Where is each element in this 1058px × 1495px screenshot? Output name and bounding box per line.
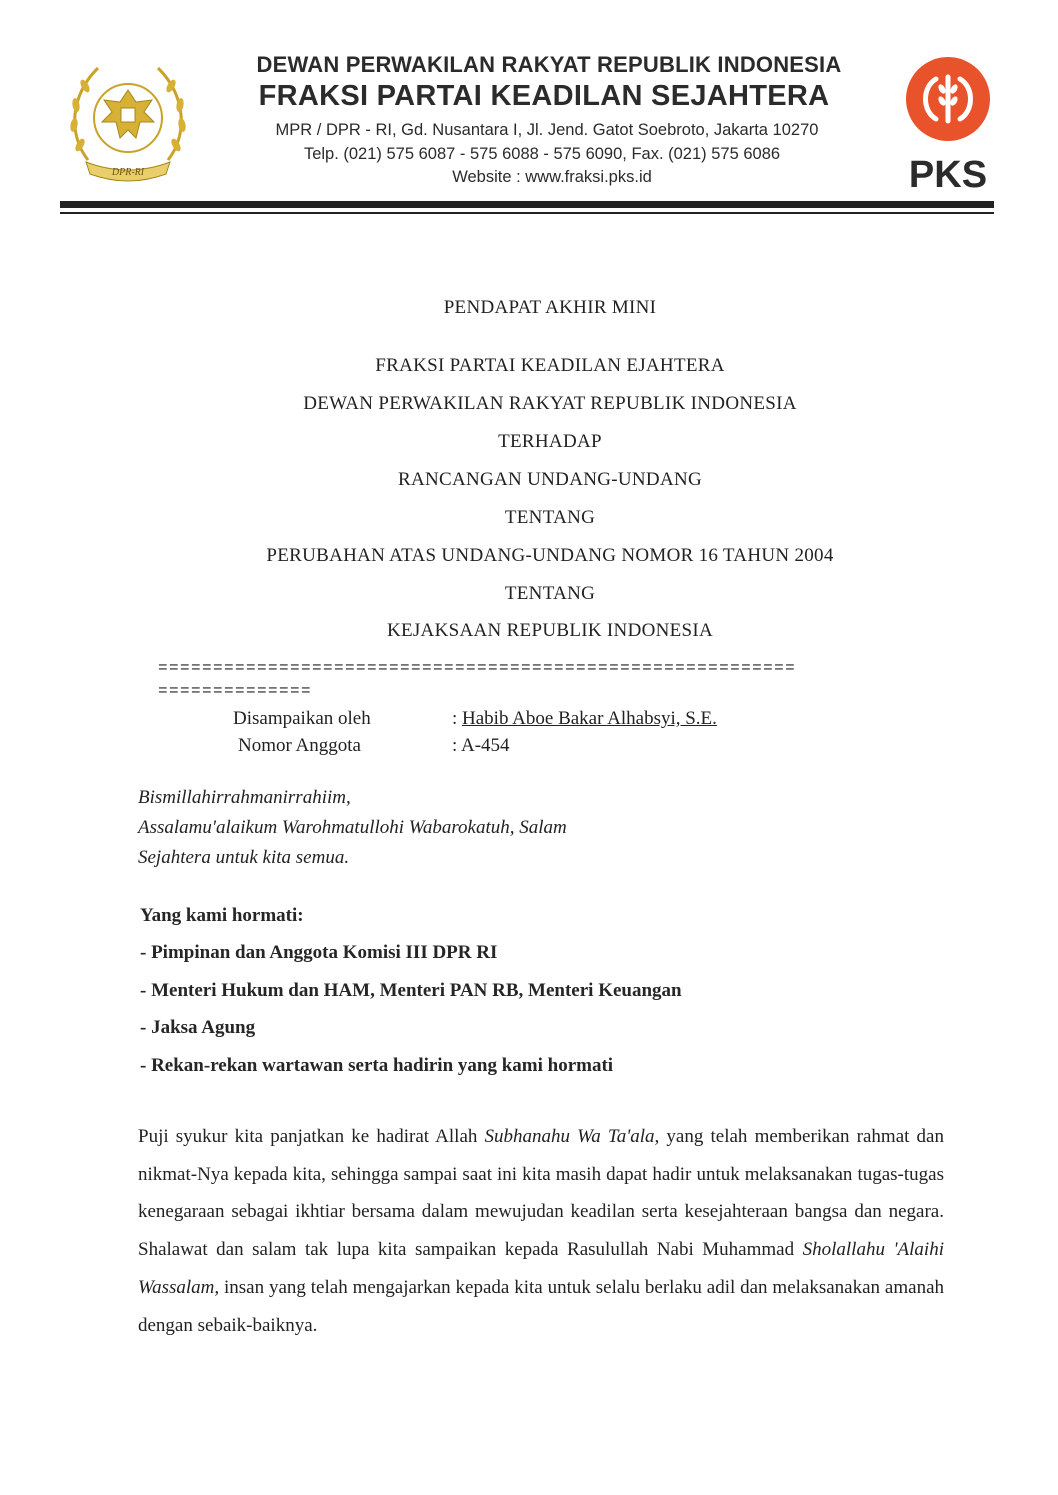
greeting-salam: Assalamu'alaikum Warohmatullohi Wabarokatuh, Salam [138,817,567,838]
title-faction: FRAKSI PARTAI KEADILAN EJAHTERA [375,355,725,376]
submitted-by-value: : Habib Aboe Bakar Alhabsyi, S.E. [452,708,717,729]
addressee-heading: Yang kami hormati: [140,905,304,926]
sholallahu-phrase: Sholallahu 'Alaihi Wassalam, [138,1239,944,1298]
addressee-item: - Jaksa Agung [140,1017,256,1038]
org-name-line1: DEWAN PERWAKILAN RAKYAT REPUBLIK INDONESIA [256,52,842,77]
greeting-sejahtera: Sejahtera untuk kita semua. [138,847,350,868]
member-number-value: : A-454 [452,735,510,756]
title-tentang-1: TENTANG [504,507,596,528]
submitted-by-label: Disampaikan oleh [233,708,371,729]
letterhead-divider-thick [60,201,994,208]
letterhead-divider-thin [60,212,994,214]
title-law: PERUBAHAN ATAS UNDANG-UNDANG NOMOR 16 TAHUN 2004 [266,545,834,566]
org-name-line2: FRAKSI PARTAI KEADILAN SEJAHTERA [258,80,830,112]
addressee-item: - Menteri Hukum dan HAM, Menteri PAN RB, Menteri Keuangan [140,980,682,1001]
letterhead-website: Website : www.fraksi.pks.id [452,168,652,186]
submitter-name: Habib Aboe Bakar Alhabsyi, S.E. [462,708,717,729]
letterhead-phone: Telp. (021) 575 6087 - 575 6088 - 575 6090, Fax. (021) 575 6086 [303,145,781,163]
subhanahu-phrase: Subhanahu Wa Ta'ala, [484,1126,660,1147]
separator-line-1: ========================================================== [158,659,797,677]
letterhead-address: MPR / DPR - RI, Gd. Nusantara I, Jl. Jend. Gatot Soebroto, Jakarta 10270 [275,121,819,139]
greeting-basmalah: Bismillahirrahmanirrahiim, [138,787,351,808]
title-tentang-2: TENTANG [504,583,596,604]
member-number-label: Nomor Anggota [238,735,361,756]
addressee-item: - Rekan-rekan wartawan serta hadirin yang kami hormati [140,1055,614,1076]
doc-title: PENDAPAT AKHIR MINI [443,297,657,318]
pks-logo [898,55,998,195]
addressee-item: - Pimpinan dan Anggota Komisi III DPR RI [140,942,498,963]
title-ruu: RANCANGAN UNDANG-UNDANG [397,469,703,490]
pks-logo-text: PKS [908,154,988,195]
opening-paragraph: Puji syukur kita panjatkan ke hadirat Allah Subhanahu Wa Ta'ala, yang telah memberikan rahmat dan nikmat-Nya kepada kita, sehingga sampai saat ini kita masih dapat hadir untuk melaksanakan tugas-tugas kenegaraan sebagai ikhtiar bersama dalam mewujudan keadilan serta kesejahteraan bangsa dan negara. Shalawat dan salam tak lupa kita sampaikan kepada Rasulullah Nabi Muhammad Sholallahu 'Alaihi Wassalam, insan yang telah mengajarkan kepada kita untuk selalu berlaku adil dan melaksanakan amanah dengan sebaik-baiknya. [138,1126,944,1336]
title-institution: DEWAN PERWAKILAN RAKYAT REPUBLIK INDONESIA [303,393,797,414]
separator-line-2: ============== [158,682,313,700]
title-subject: KEJAKSAAN REPUBLIK INDONESIA [386,620,714,641]
title-terhadap: TERHADAP [498,431,602,452]
dpr-ribbon-text: DPR-RI [111,167,145,178]
